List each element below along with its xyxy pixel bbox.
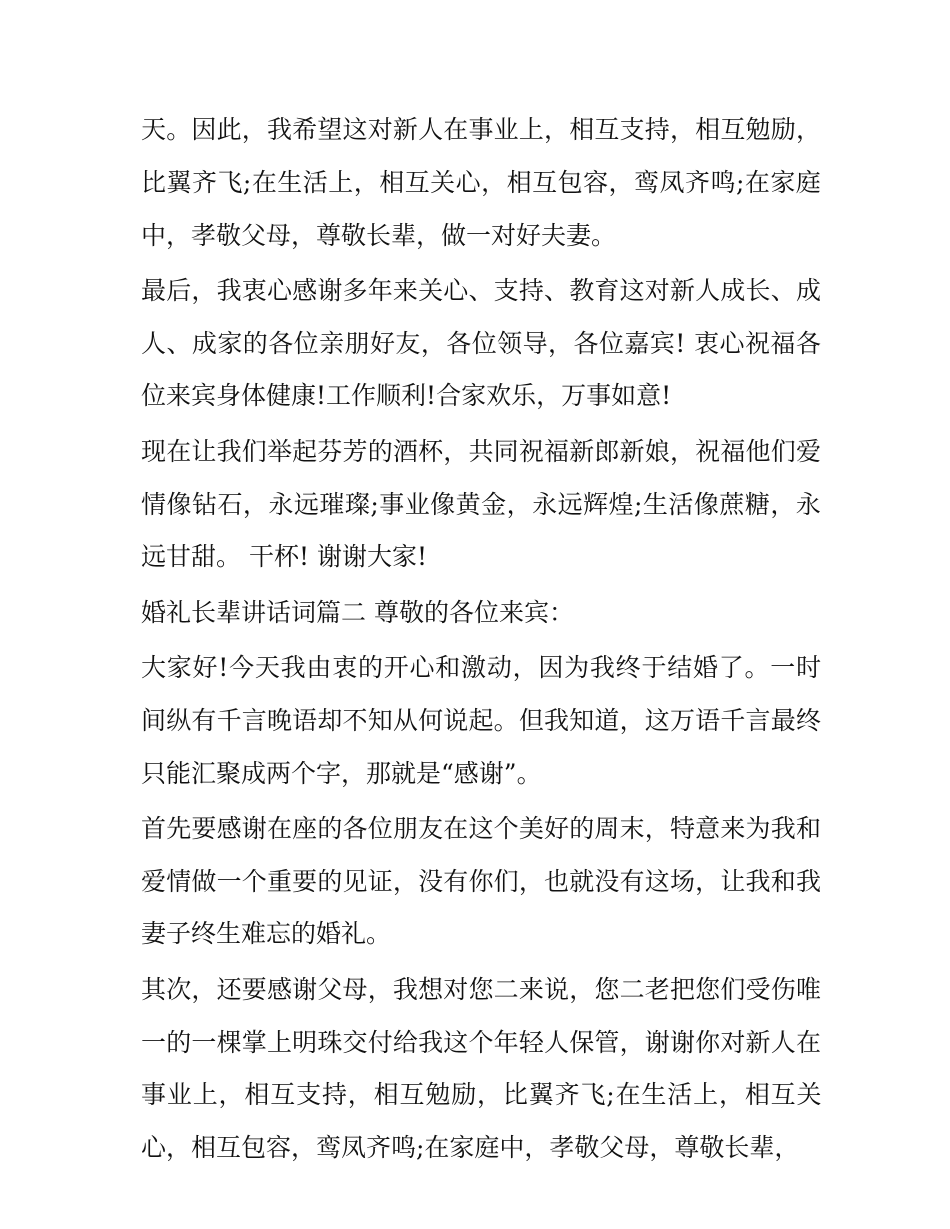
paragraph-5 — [141, 642, 821, 800]
text-line: 事业上，相互支持，相互勉励，比翼齐飞;在生活上，相互关 — [141, 1080, 823, 1110]
section-heading — [141, 587, 821, 640]
text-line: 远甘甜。 干杯! 谢谢大家! — [141, 542, 427, 572]
paragraph-1 — [141, 104, 821, 262]
text-line: 比翼齐飞;在生活上，相互关心，相互包容，鸾凤齐鸣;在家庭 — [141, 167, 822, 197]
heading-line: 婚礼长辈讲话词篇二 尊敬的各位来宾： — [141, 597, 574, 627]
text-line: 大家好!今天我由衷的开心和激动，因为我终于结婚了。一时 — [141, 652, 822, 682]
text-line: 首先要感谢在座的各位朋友在这个美好的周末，特意来为我和 — [141, 813, 822, 843]
text-line: 中，孝敬父母，尊敬长辈，做一对好夫妻。 — [141, 220, 617, 250]
text-line: 一的一棵掌上明珠交付给我这个年轻人保管，谢谢你对新人在 — [141, 1027, 822, 1057]
text-line: 情像钻石，永远璀璨;事业像黄金，永远辉煌;生活像蔗糖，永 — [141, 489, 822, 519]
paragraph-6 — [141, 803, 821, 961]
text-line: 其次，还要感谢父母，我想对您二来说，您二老把您们受伤唯 — [141, 974, 822, 1004]
text-line: 现在让我们举起芬芳的酒杯，共同祝福新郎新娘，祝福他们爱 — [141, 436, 822, 466]
text-line: 只能汇聚成两个字，那就是“感谢”。 — [141, 758, 542, 788]
text-line: 最后，我衷心感谢多年来关心、支持、教育这对新人成长、成 — [141, 275, 822, 305]
text-line: 位来宾身体健康!工作顺利!合家欢乐，万事如意! — [141, 381, 672, 411]
text-line: 心，相互包容，鸾凤齐鸣;在家庭中，孝敬父母，尊敬长辈， — [141, 1133, 800, 1163]
text-line: 间纵有千言晚语却不知从何说起。但我知道，这万语千言最终 — [141, 705, 822, 735]
paragraph-3 — [141, 426, 821, 584]
text-line: 天。因此，我希望这对新人在事业上，相互支持，相互勉励， — [141, 115, 822, 144]
text-line: 人、成家的各位亲朋好友，各位领导，各位嘉宾! 衷心祝福各 — [141, 328, 822, 358]
text-line: 爱情做一个重要的见证，没有你们，也就没有这场，让我和我 — [141, 866, 822, 896]
paragraph-2 — [141, 265, 821, 423]
document-body — [141, 104, 821, 1175]
paragraph-7 — [141, 964, 821, 1175]
text-line: 妻子终生难忘的婚礼。 — [141, 919, 392, 949]
